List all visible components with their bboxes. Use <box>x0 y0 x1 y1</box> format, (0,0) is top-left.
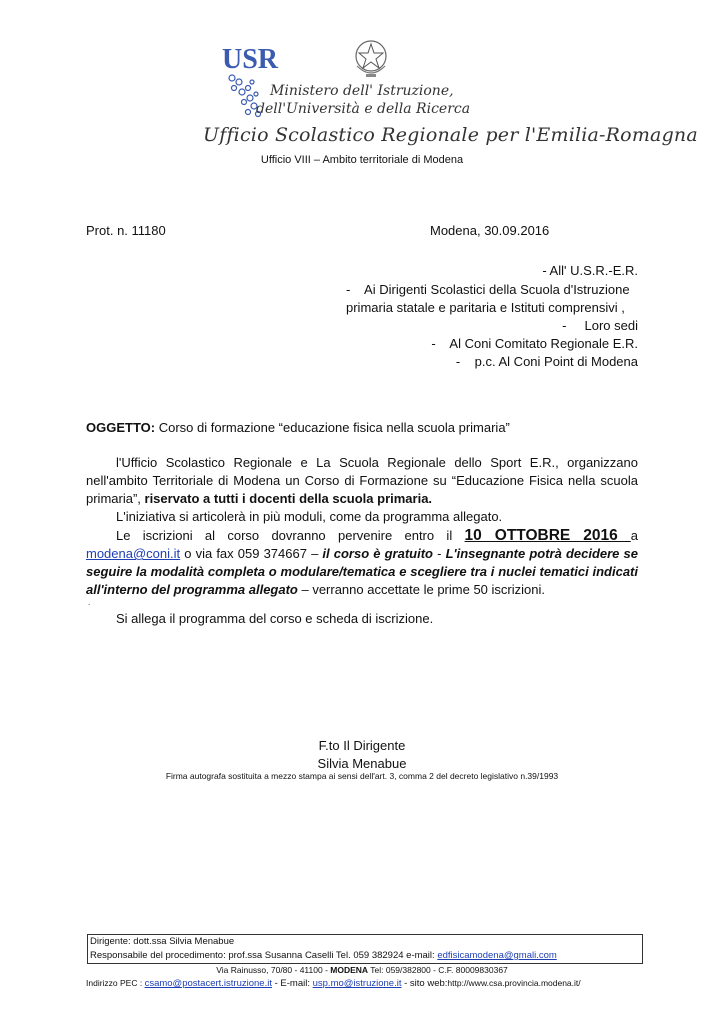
deadline-date: 10 OTTOBRE 2016 <box>464 527 631 544</box>
footer-text: Via Rainusso, 70/80 - 41100 - <box>216 965 331 975</box>
responsabile-email-link[interactable]: edfisicamodena@gmali.com <box>437 950 557 961</box>
recipient-line: primaria statale e paritaria e Istituti comprensivi , <box>346 300 625 315</box>
body-paragraph-3 <box>86 527 638 599</box>
ministry-line-1: Ministero dell' Istruzione, <box>270 83 454 99</box>
subject-text: Corso di formazione “educazione fisica nella scuola primaria” <box>155 420 510 435</box>
pec-link[interactable]: csamo@postacert.istruzione.it <box>144 978 272 989</box>
body-text: a <box>630 528 639 543</box>
dot: . <box>88 598 91 607</box>
recipient-line: - Al Coni Comitato Regionale E.R. <box>431 336 638 351</box>
footer-text: - E-mail: <box>271 978 313 989</box>
office-title: Ufficio Scolastico Regionale per l'Emilia-Romagna <box>203 124 698 146</box>
footer-text: Tel: 059/382800 - C.F. 80009830367 <box>368 965 508 975</box>
body-text: - <box>433 546 446 561</box>
recipient-line: - Ai Dirigenti Scolastici della Scuola d'Istruzione <box>346 282 630 297</box>
recipient-line: - Loro sedi <box>562 318 638 333</box>
footer-box <box>87 934 643 964</box>
footer-responsabile <box>90 949 642 963</box>
footer-contacts <box>86 978 581 989</box>
footer-city: MODENA <box>330 965 369 975</box>
body-text: – verranno accettate le prime 50 iscrizioni. <box>297 582 545 597</box>
email-footer-link[interactable]: usp.mo@istruzione.it <box>312 978 402 989</box>
subject-label: OGGETTO: <box>86 420 156 435</box>
footer-text: Responsabile del procedimento: prof.ssa Susanna Caselli Tel. 059 382924 e-mail: <box>90 950 438 961</box>
ministry-line-2: dell'Università e della Ricerca <box>256 101 471 117</box>
body-text: Le iscrizioni al corso dovranno pervenire entro il <box>116 528 465 543</box>
body-bold: riservato a tutti i docenti della scuola primaria. <box>144 491 433 506</box>
signature-name: Silvia Menabue <box>317 756 407 771</box>
footer-dirigente: Dirigente: dott.ssa Silvia Menabue <box>90 936 235 947</box>
body-text: o via fax 059 374667 – <box>180 546 323 561</box>
email-link[interactable]: modena@coni.it <box>86 546 181 561</box>
signature-note: Firma autografa sostituita a mezzo stampa ai sensi dell'art. 3, comma 2 del decreto legislativo n.39/1993 <box>165 771 559 781</box>
recipient-line: - All' U.S.R.-E.R. <box>542 263 638 278</box>
body-paragraph-2: L'iniziativa si articolerà in più moduli, come da programma allegato. <box>116 509 503 524</box>
footer-text: Indirizzo PEC : <box>86 978 145 988</box>
protocol-number: Prot. n. 11180 <box>86 223 166 238</box>
body-paragraph-4: Si allega il programma del corso e scheda di iscrizione. <box>116 611 434 626</box>
subject <box>86 419 510 436</box>
body-text: l'Ufficio Scolastico Regionale e La Scuola Regionale dello Sport E.R., organizzano nell'ambito Territoriale di Modena un Corso di Formazione su “Educazione Fisica nella scuola primaria”, <box>86 455 638 506</box>
place-date: Modena, 30.09.2016 <box>430 223 550 238</box>
italian-republic-emblem <box>352 36 390 80</box>
website-text: http://www.csa.provincia.modena.it/ <box>447 978 581 988</box>
footer-text: - sito web: <box>401 978 448 989</box>
free-course-text: il corso è gratuito <box>322 546 433 561</box>
signature-title: F.to Il Dirigente <box>318 738 406 753</box>
body-paragraph-1 <box>86 454 638 508</box>
footer-address <box>0 965 724 975</box>
body-bold-italic: L'insegnante potrà decidere se seguire la modalità completa o modulare/tematica e scegliere tra i nuclei tematici indicati all'interno del programma allegato <box>86 546 638 597</box>
sub-office: Ufficio VIII – Ambito territoriale di Modena <box>260 154 464 166</box>
usr-logo-text: USR <box>222 44 279 75</box>
recipient-line: - p.c. Al Coni Point di Modena <box>455 354 638 369</box>
